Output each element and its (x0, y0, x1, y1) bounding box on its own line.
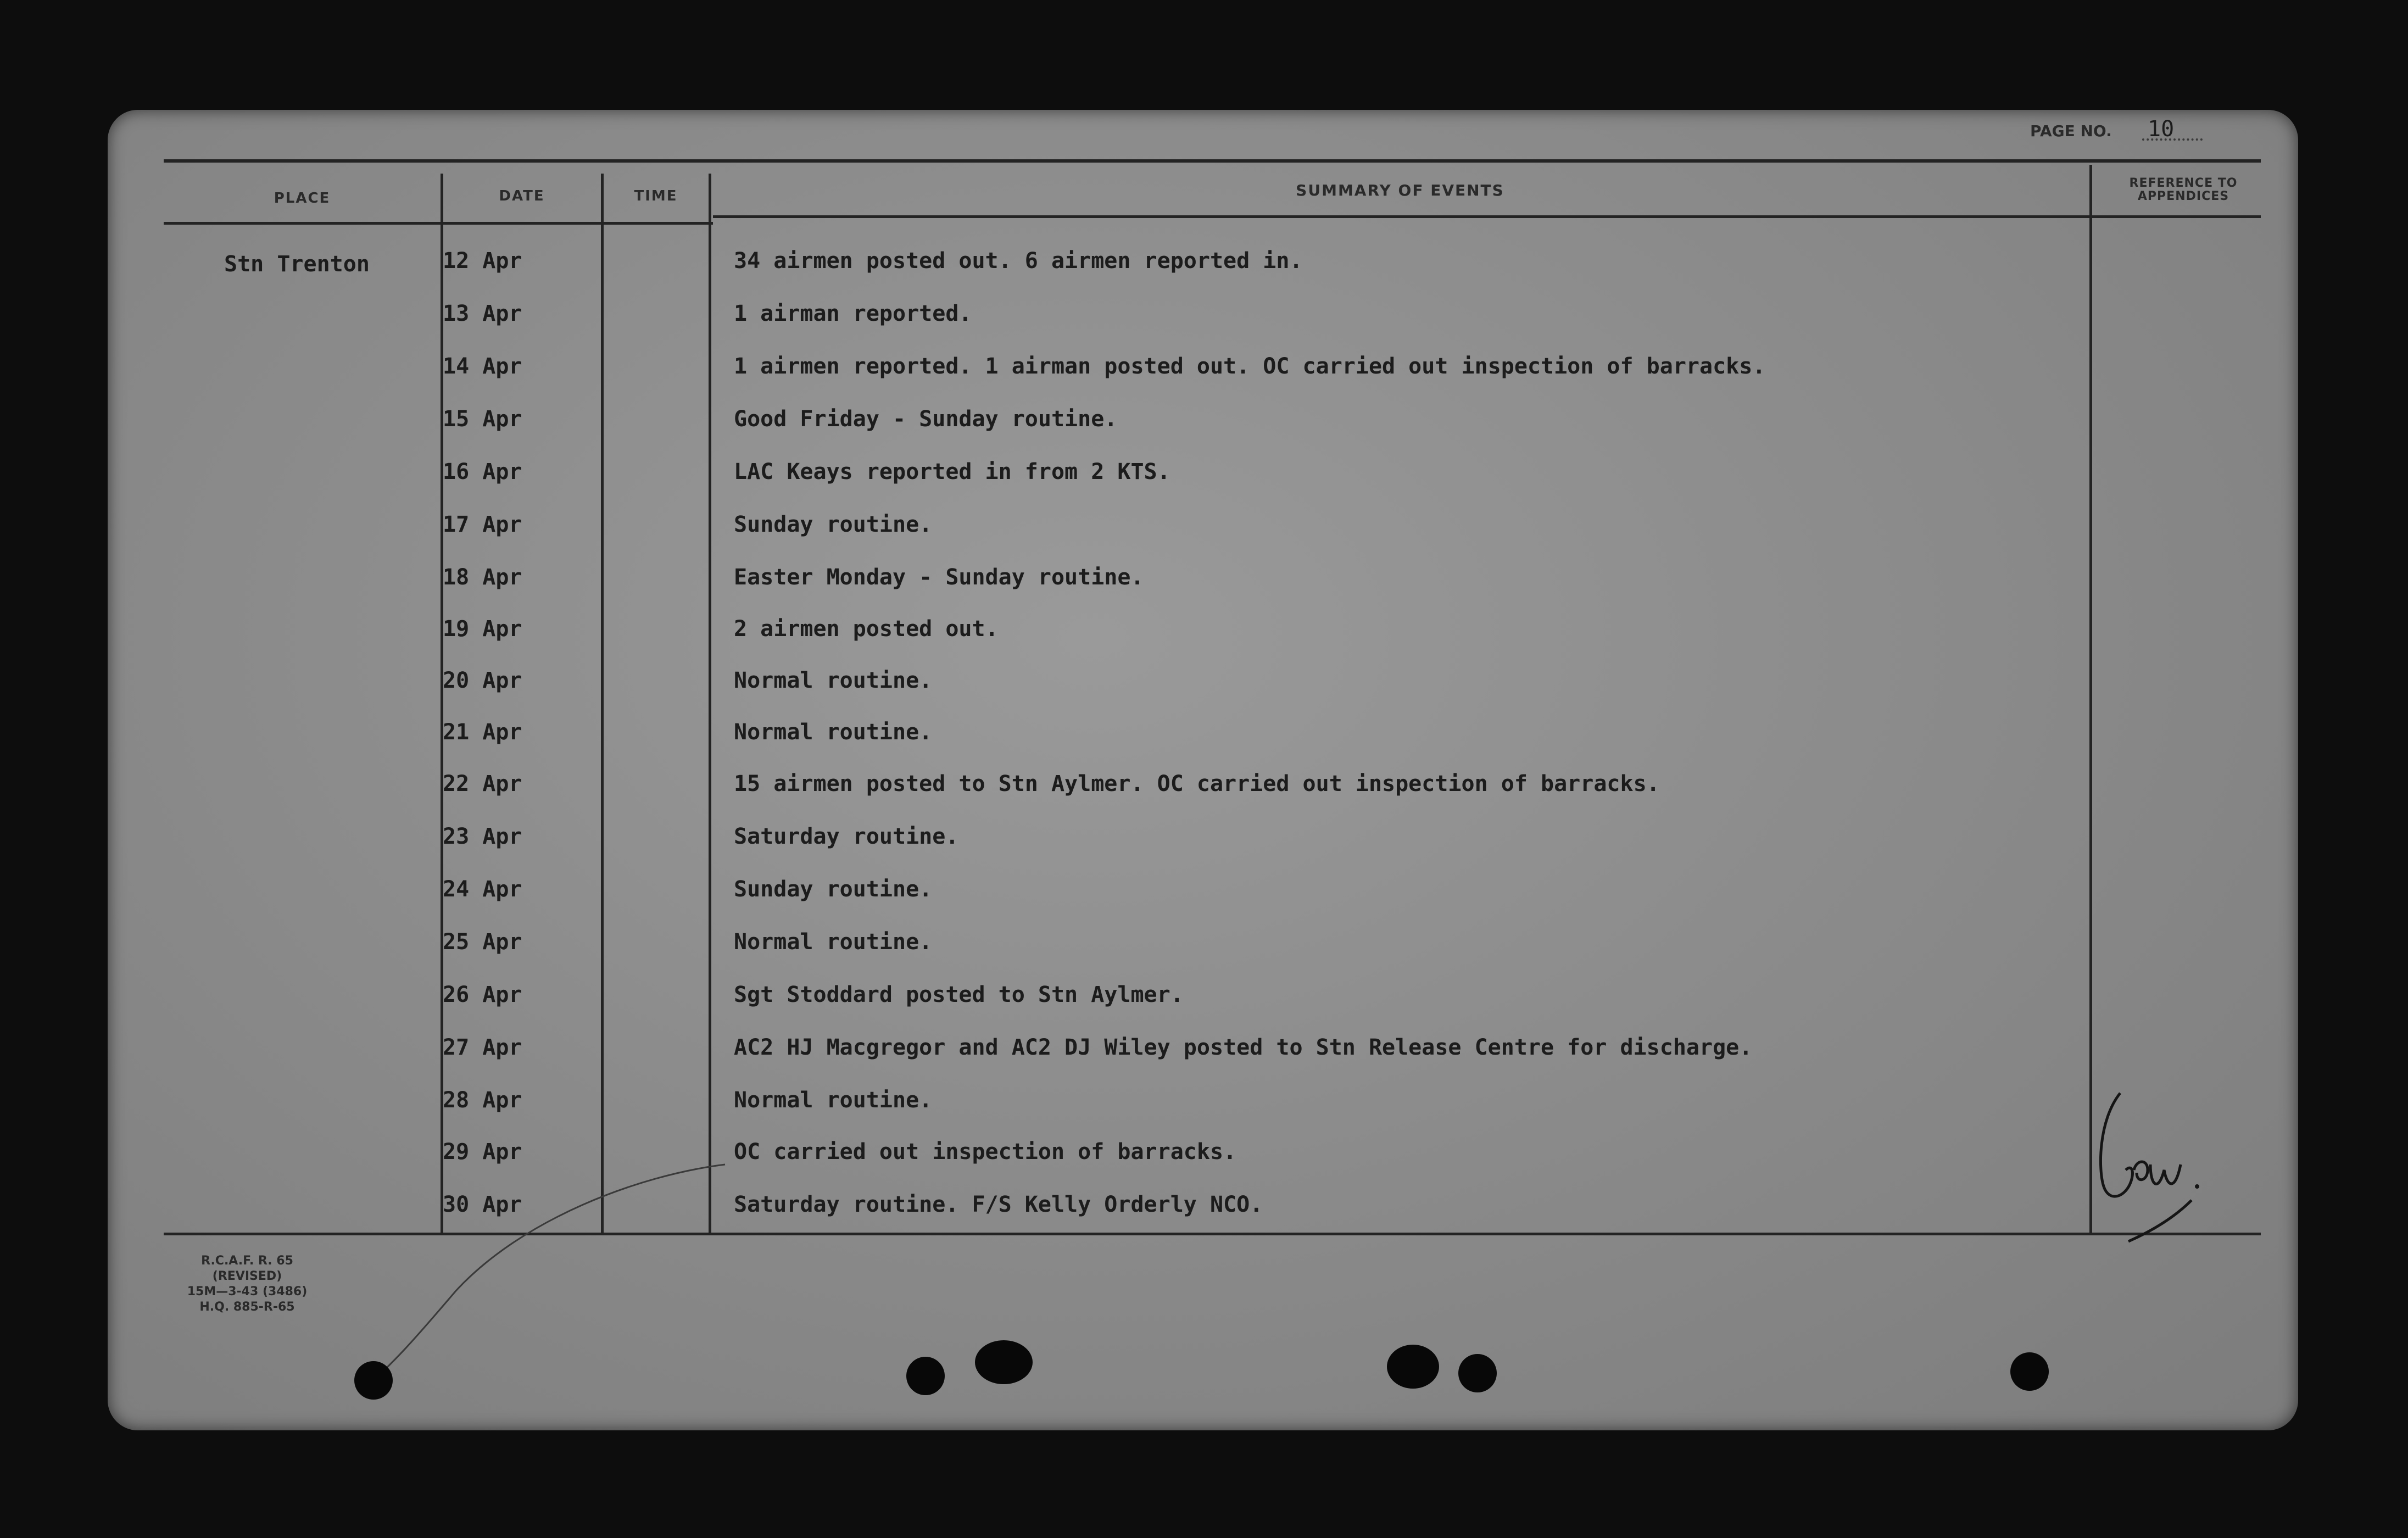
entry-date: 25 Apr (443, 929, 522, 955)
entry-event: 15 airmen posted to Stn Aylmer. OC carried out inspection of barracks. (734, 771, 1660, 796)
entry-event: Normal routine. (734, 720, 933, 745)
entry-event: AC2 HJ Macgregor and AC2 DJ Wiley posted to Stn Release Centre for discharge. (734, 1035, 1753, 1060)
entry-date: 23 Apr (443, 824, 522, 849)
entry-event: 1 airman reported. (734, 301, 972, 326)
signature-initials (2082, 1077, 2214, 1258)
entry-event: 2 airmen posted out. (734, 616, 999, 642)
punch-hole (906, 1357, 945, 1395)
entry-event: Sunday routine. (734, 877, 933, 902)
form-reference (165, 1253, 330, 1315)
entry-event: Saturday routine. F/S Kelly Orderly NCO. (734, 1192, 1263, 1217)
punch-hole (1458, 1354, 1497, 1392)
entry-date: 19 Apr (443, 616, 522, 642)
entry-event: Good Friday - Sunday routine. (734, 406, 1118, 432)
entry-date: 29 Apr (443, 1139, 522, 1164)
entry-event: Easter Monday - Sunday routine. (734, 565, 1144, 590)
entry-event: LAC Keays reported in from 2 KTS. (734, 459, 1170, 484)
form-reference-line: R.C.A.F. R. 65 (REVISED) (201, 1254, 293, 1283)
header-rule-left (164, 222, 713, 225)
entry-date: 22 Apr (443, 771, 522, 796)
entry-date: 21 Apr (443, 720, 522, 745)
entry-date: 12 Apr (443, 248, 522, 274)
entry-event: Normal routine. (734, 668, 933, 693)
column-divider-summary-reference (2089, 165, 2092, 1234)
entry-event: 1 airmen reported. 1 airman posted out. OC carried out inspection of barracks. (734, 354, 1766, 379)
entry-date: 18 Apr (443, 565, 522, 590)
entry-date: 30 Apr (443, 1192, 522, 1217)
column-header-summary: SUMMARY OF EVENTS (1296, 181, 1504, 199)
header-rule-right (713, 215, 2261, 218)
entry-date: 27 Apr (443, 1035, 522, 1060)
page-number: 10 (2148, 116, 2175, 142)
punch-hole (975, 1340, 1033, 1384)
column-divider-date-time (601, 174, 604, 1234)
entry-date: 13 Apr (443, 301, 522, 326)
entry-date: 16 Apr (443, 459, 522, 484)
entry-event: Sunday routine. (734, 512, 933, 537)
tear-line (330, 1154, 769, 1401)
form-reference-line: H.Q. 885-R-65 (199, 1300, 295, 1314)
column-header-time: TIME (634, 188, 678, 204)
top-rule (164, 159, 2261, 163)
punch-hole (2010, 1352, 2049, 1391)
column-divider-place-date (441, 174, 443, 1234)
column-header-date: DATE (499, 188, 545, 204)
place-entry: Stn Trenton (224, 252, 370, 277)
entry-event: 34 airmen posted out. 6 airmen reported in. (734, 248, 1303, 274)
column-header-place: PLACE (274, 190, 331, 207)
entry-event: OC carried out inspection of barracks. (734, 1139, 1237, 1164)
entry-event: Saturday routine. (734, 824, 959, 849)
page-number-underline (2142, 138, 2203, 141)
entry-date: 17 Apr (443, 512, 522, 537)
punch-hole (354, 1361, 393, 1400)
entry-date: 26 Apr (443, 982, 522, 1007)
entry-date: 24 Apr (443, 877, 522, 902)
entry-date: 28 Apr (443, 1088, 522, 1113)
entry-date: 14 Apr (443, 354, 522, 379)
entry-event: Normal routine. (734, 929, 933, 955)
form-reference-line: 15M—3-43 (3486) (187, 1285, 308, 1299)
column-header-reference: REFERENCE TO APPENDICES (2129, 176, 2238, 203)
column-divider-time-summary (709, 174, 711, 1234)
entry-date: 20 Apr (443, 668, 522, 693)
entry-date: 15 Apr (443, 406, 522, 432)
entry-event: Normal routine. (734, 1088, 933, 1113)
entry-event: Sgt Stoddard posted to Stn Aylmer. (734, 982, 1184, 1007)
punch-hole (1387, 1345, 1439, 1389)
page-number-label: PAGE NO. (2030, 122, 2112, 140)
